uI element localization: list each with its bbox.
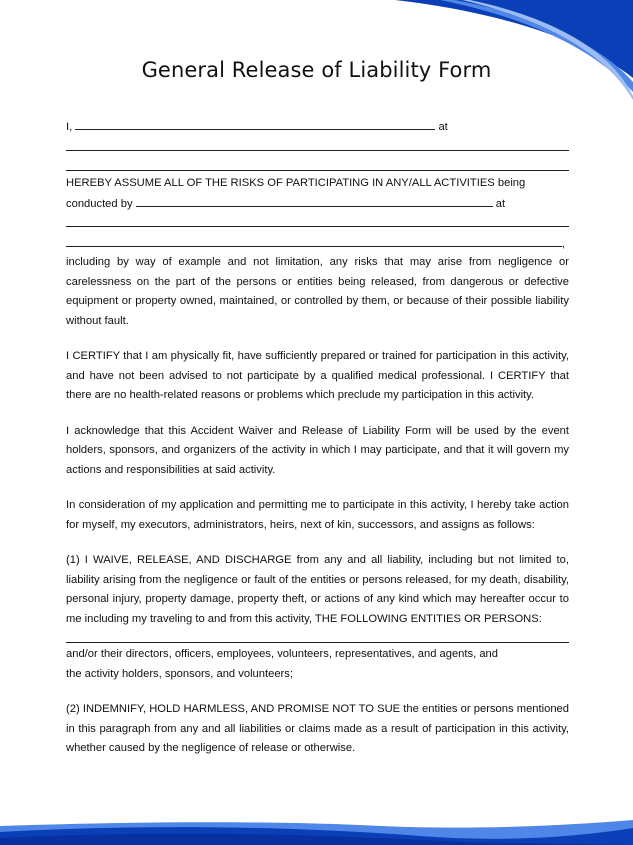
name-line: [66, 117, 569, 137]
conducted-by-line: [66, 194, 569, 214]
certify-paragraph: I CERTIFY that I am physically fit, have sufficiently prepared or trained for participation in this activity, and have not been advised to not participate by a qualified medical professional. I CERTIFY that there are no health-related reasons or problems which preclude my participation in this activity.: [66, 350, 569, 401]
conducted-by-suffix: at: [495, 197, 506, 210]
venue-field-1[interactable]: [66, 213, 569, 227]
conducted-by-label: conducted by: [66, 197, 133, 210]
organizer-field[interactable]: [136, 194, 493, 207]
directors-line-1: and/or their directors, officers, employees, volunteers, representatives, and agents, and: [66, 648, 498, 660]
page-title: General Release of Liability Form: [141, 58, 492, 82]
venue-line-2: [66, 234, 569, 254]
location-field-1[interactable]: [66, 137, 569, 151]
venue-field-2[interactable]: [66, 234, 562, 247]
consideration-paragraph: In consideration of my application and permitting me to participate in this activity, I hereby take action for myself, my executors, administrators, heirs, next of kin, successors, and assigns as follows:: [66, 499, 569, 531]
indemnify-paragraph: (2) INDEMNIFY, HOLD HARMLESS, AND PROMISE NOT TO SUE the entities or persons mentioned in this paragraph from any and all liabilities or claims made as a result of participation in this activity, whether caused by the negligence of release or otherwise.: [66, 703, 569, 754]
name-prefix: I,: [66, 121, 73, 133]
name-line-suffix: at: [438, 121, 448, 133]
participant-name-field[interactable]: [75, 117, 435, 130]
acknowledge-paragraph: I acknowledge that this Accident Waiver and Release of Liability Form will be used by the event holders, sponsors, and organizers of the activity in which I may participate, and that it will govern my actions and responsibilities at said activity.: [66, 424, 569, 476]
released-entities-field[interactable]: [66, 629, 569, 643]
waive-paragraph: (1) I WAIVE, RELEASE, AND DISCHARGE from any and all liability, including but not limited to, liability arising from the negligence or fault of the entities or persons released, for my death, disability, personal injury, property damage, property theft, or actions of any kind which may hereafter occur to me including my traveling to and from this activity, THE FOLLOWING ENTITIES OR PERSONS:: [66, 554, 569, 625]
directors-line-2: the activity holders, sponsors, and volunteers;: [66, 667, 293, 680]
form-body: [66, 117, 569, 759]
location-field-2[interactable]: [66, 157, 569, 171]
risks-paragraph: including by way of example and not limitation, any risks that may arise from negligence or carelessness on the part of the persons or entities being released, from dangerous or defective equipment or property owned, maintained, or controlled by them, or because of their possible liability without fault.: [66, 256, 569, 327]
assume-risks-line: HEREBY ASSUME ALL OF THE RISKS OF PARTICIPATING IN ANY/ALL ACTIVITIES being: [66, 177, 526, 189]
venue-line-comma: ,: [562, 237, 566, 250]
